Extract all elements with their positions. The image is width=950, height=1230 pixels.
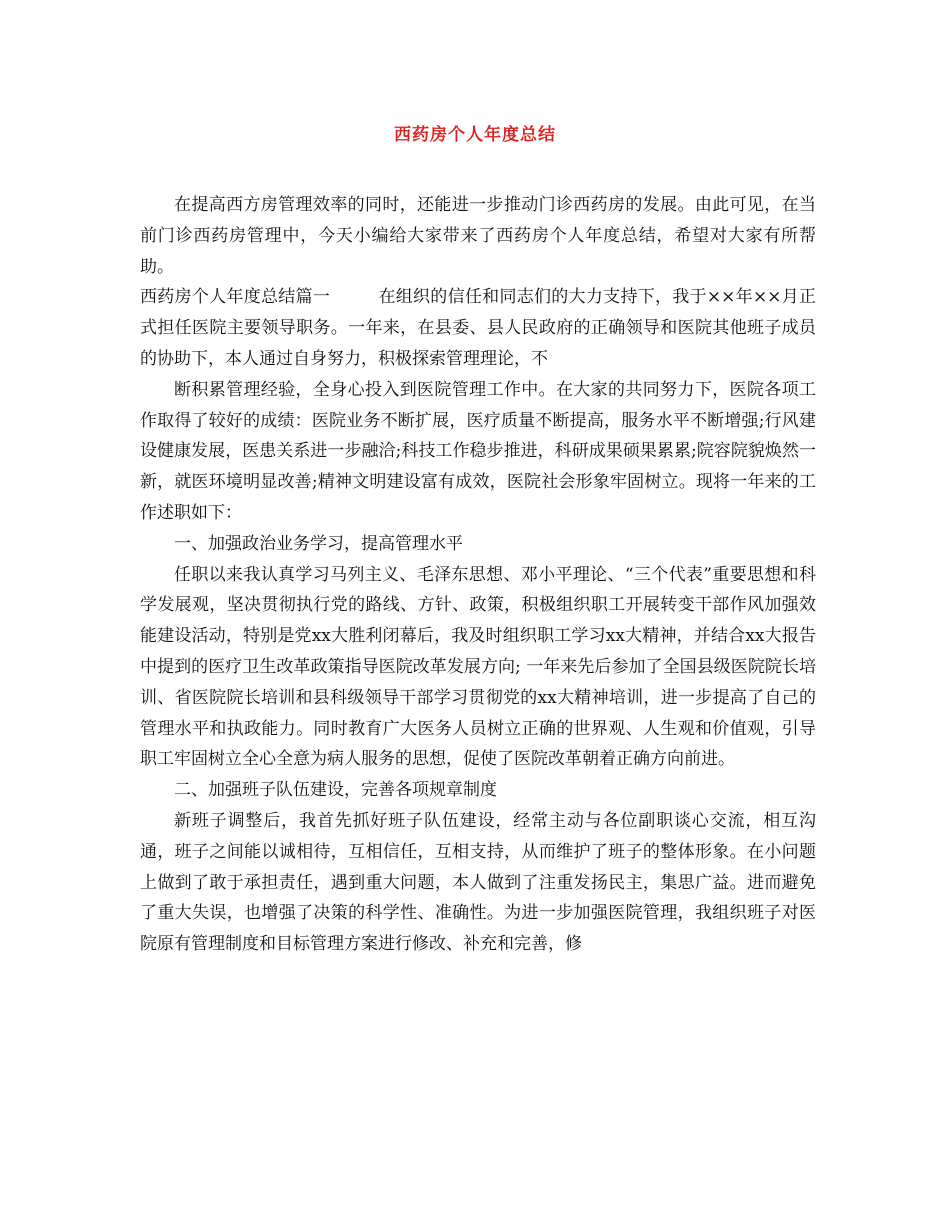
results-paragraph: 断积累管理经验，全身心投入到医院管理工作中。在大家的共同努力下，医院各项工作取得了较好的成绩：医院业务不断扩展，医疗质量不断提高，服务水平不断增强;行风建设健康发展，医患关系进一步融洽;科技工作稳步推进，科研成果硕果累累;院容院貌焕然一新，就医环境明显改善;精神文明建设富有成效，医院社会形象牢固树立。现将一年来的工作述职如下： — [140, 379, 816, 523]
section1-heading: 一、加强政治业务学习，提高管理水平 — [174, 533, 463, 554]
part1-paragraph — [140, 282, 816, 374]
section1-body: 任职以来我认真学习马列主义、毛泽东思想、邓小平理论、“三个代表”重要思想和科学发展观，坚决贯彻执行党的路线、方针、政策，积极组织职工开展转变干部作风加强效能建设活动，特别是党xx大胜利闭幕后，我及时组织职工学习xx大精神，并结合xx大报告中提到的医疗卫生改革政策指导医院改革发展方向; 一年来先后参加了全国县级医院院长培训、省医院院长培训和县科级领导干部学习贯彻党的xx大精神培训，进一步提高了自己的管理水平和执政能力。同时教育广大医务人员树立正确的世界观、人生观和价值观，引导职工牢固树立全心全意为病人服务的思想，促使了医院改革朝着正确方向前进。 — [140, 564, 816, 770]
intro-paragraph: 在提高西方房管理效率的同时，还能进一步推动门诊西药房的发展。由此可见，在当前门诊西药房管理中，今天小编给大家带来了西药房个人年度总结，希望对大家有所帮助。 — [140, 195, 816, 277]
document-body — [140, 190, 816, 960]
section2-body: 新班子调整后，我首先抓好班子队伍建设，经常主动与各位副职谈心交流，相互沟通，班子之间能以诚相待，互相信任，互相支持，从而维护了班子的整体形象。在小问题上做到了敢于承担责任，遇到重大问题，本人做到了注重发扬民主，集思广益。进而避免了重大失误，也增强了决策的科学性、准确性。为进一步加强医院管理，我组织班子对医院原有管理制度和目标管理方案进行修改、补充和完善，修 — [140, 810, 816, 955]
part1-opening: 在组织的信任和同志们的大力支持下，我于××年××月正式担任医院主要领导职务。一年来，在县委、县人民政府的正确领导和医院其他班子成员的协助下，本人通过自身努力，积极探索管理理论，不 — [140, 287, 816, 369]
section2-heading: 二、加强班子队伍建设，完善各项规章制度 — [174, 780, 497, 801]
part1-heading: 西药房个人年度总结篇一 — [140, 287, 331, 308]
document-title: 西药房个人年度总结 — [394, 125, 556, 145]
